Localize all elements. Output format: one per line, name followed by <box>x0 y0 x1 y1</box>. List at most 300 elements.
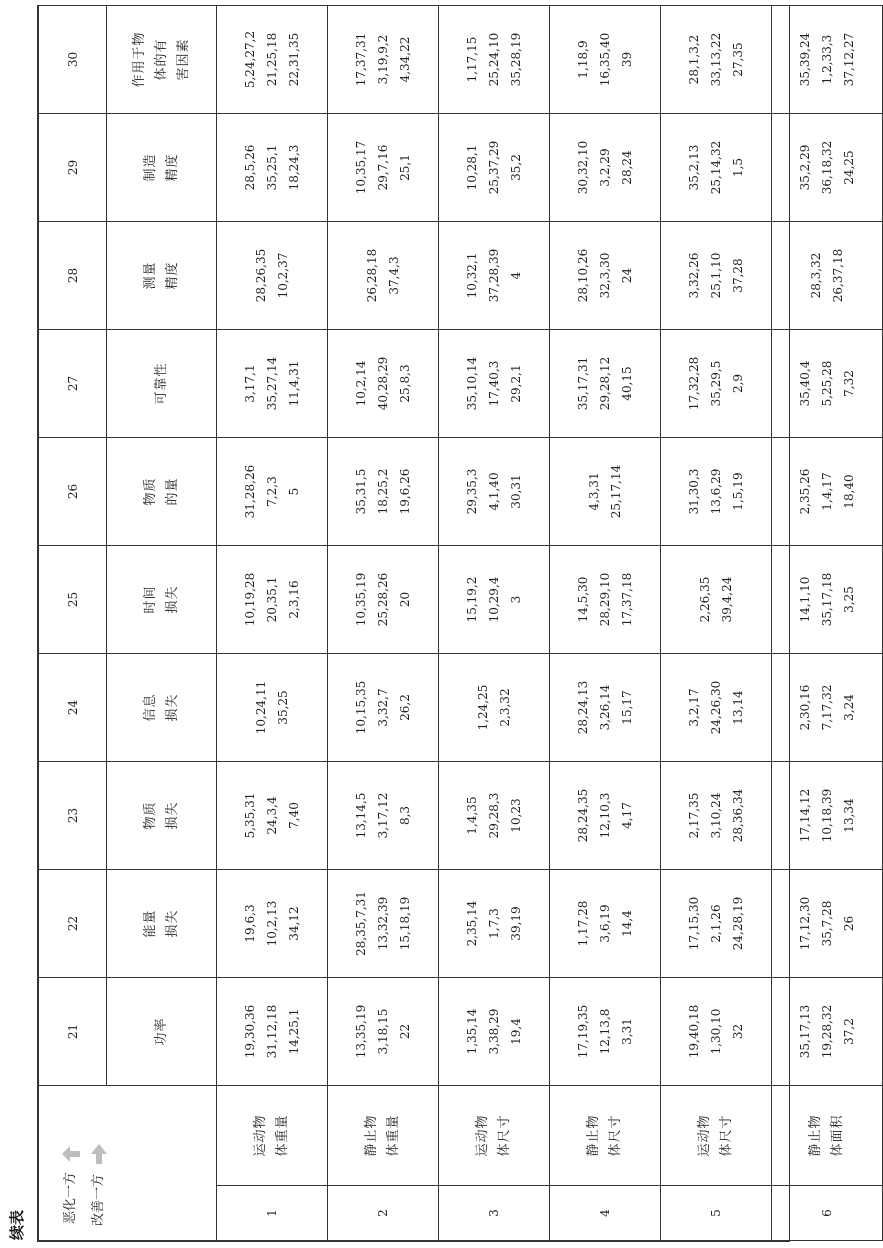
row-name-line: 体重量 <box>275 1114 290 1157</box>
column-number: 26 <box>39 438 107 546</box>
principle-cell <box>328 330 439 438</box>
principle-numbers: 3,32,26 <box>687 252 701 299</box>
principle-numbers: 37,28,39 <box>487 248 501 303</box>
principle-numbers: 3,2,17 <box>687 688 701 727</box>
principle-numbers: 11,4,31 <box>287 360 301 407</box>
principle-numbers: 26,28,18 <box>365 248 379 303</box>
principle-numbers: 13,6,29 <box>709 468 723 515</box>
principle-numbers: 20,35,1 <box>265 576 279 623</box>
principle-numbers: 2,35,26 <box>798 468 812 515</box>
principle-numbers: 10,15,35 <box>354 680 368 735</box>
principle-numbers: 5,24,27,2 <box>243 30 257 89</box>
row-parameter-name <box>772 1086 883 1186</box>
principle-numbers: 29,2,1 <box>509 364 523 403</box>
principle-numbers: 10,2,13 <box>265 900 279 947</box>
principle-numbers: 29,28,3 <box>487 792 501 839</box>
row-parameter-name <box>550 1086 661 1186</box>
principle-cell <box>550 546 661 654</box>
principle-cell <box>772 114 883 222</box>
principle-numbers: 13,14 <box>731 690 745 725</box>
principle-cell <box>217 222 328 330</box>
principle-cell <box>217 978 328 1086</box>
principle-numbers: 24,26,30 <box>709 680 723 735</box>
table-row <box>550 6 661 1241</box>
principle-numbers: 37,28 <box>731 258 745 293</box>
column-parameter-name <box>107 438 217 546</box>
principle-numbers: 5 <box>287 487 301 496</box>
row-parameter-name <box>217 1086 328 1186</box>
row-name-line: 体面积 <box>830 1114 845 1157</box>
principle-numbers: 36,18,32 <box>820 140 834 195</box>
principle-cell <box>550 762 661 870</box>
principle-numbers: 14,25,1 <box>287 1008 301 1055</box>
row-number: 2 <box>328 1186 439 1241</box>
principle-numbers: 28,1,3,2 <box>687 34 701 85</box>
principle-numbers: 1,2,33,3 <box>820 34 834 85</box>
principle-numbers: 13,32,39 <box>376 896 390 951</box>
principle-numbers: 31,12,18 <box>265 1004 279 1059</box>
principle-cell <box>217 546 328 654</box>
row-parameter-name <box>439 1086 550 1186</box>
principle-cell <box>772 762 883 870</box>
principle-numbers: 35,2,29 <box>798 144 812 191</box>
principle-numbers: 14,4 <box>620 910 634 937</box>
principle-numbers: 29,35,3 <box>465 468 479 515</box>
principle-numbers: 2,30,16 <box>798 684 812 731</box>
principle-numbers: 24,25 <box>842 150 856 185</box>
improving-label: 改善一方 <box>91 1173 106 1226</box>
principle-numbers: 25,37,29 <box>487 140 501 195</box>
principle-numbers: 33,13,22 <box>709 32 723 87</box>
principle-numbers: 28,24,35 <box>576 788 590 843</box>
principle-numbers: 10,24,11 <box>254 680 268 735</box>
principle-cell <box>772 978 883 1086</box>
principle-numbers: 17,15,30 <box>687 896 701 951</box>
principle-cell <box>328 546 439 654</box>
principle-cell <box>772 6 883 114</box>
principle-numbers: 10,19,28 <box>243 572 257 627</box>
principle-numbers: 3,26,14 <box>598 684 612 731</box>
principle-numbers: 3,10,24 <box>709 792 723 839</box>
parameter-name-line: 能量 <box>142 909 158 938</box>
principle-numbers: 14,1,10 <box>798 576 812 623</box>
principle-numbers: 7,40 <box>287 802 301 829</box>
principle-numbers: 28,29,10 <box>598 572 612 627</box>
principle-numbers: 2,26,35 <box>698 576 712 623</box>
principle-numbers: 17,12,30 <box>798 896 812 951</box>
principle-numbers: 31,28,26 <box>243 464 257 519</box>
principle-numbers: 26,2 <box>398 694 412 721</box>
parameter-name-line: 损失 <box>164 693 180 722</box>
principle-numbers: 37,2 <box>842 1018 856 1045</box>
principle-numbers: 27,35 <box>731 42 745 77</box>
principle-cell <box>550 438 661 546</box>
principle-numbers: 1,24,25 <box>476 684 490 731</box>
principle-cell <box>217 870 328 978</box>
row-number: 3 <box>439 1186 550 1241</box>
principle-numbers: 1,30,10 <box>709 1008 723 1055</box>
principle-numbers: 25,24,10 <box>487 32 501 87</box>
principle-numbers: 37,12,27 <box>842 32 856 87</box>
principle-numbers: 25,28,26 <box>376 572 390 627</box>
principle-cell <box>217 762 328 870</box>
principle-cell <box>217 114 328 222</box>
principle-cell <box>439 330 550 438</box>
principle-numbers: 10,23 <box>509 798 523 833</box>
row-number: 5 <box>661 1186 772 1241</box>
principle-numbers: 24,3,4 <box>265 796 279 835</box>
column-number: 22 <box>39 870 107 978</box>
principle-cell <box>661 870 772 978</box>
principle-cell <box>328 438 439 546</box>
principle-numbers: 35,7,28 <box>820 900 834 947</box>
parameter-matrix-table <box>37 5 856 1242</box>
principle-numbers: 32,3,30 <box>598 252 612 299</box>
principle-cell <box>217 330 328 438</box>
row-name-line: 静止物 <box>808 1114 823 1157</box>
parameter-name-line: 损失 <box>164 801 180 830</box>
principle-numbers: 21,25,18 <box>265 32 279 87</box>
corner-header <box>39 1086 217 1241</box>
principle-cell <box>439 222 550 330</box>
principle-cell <box>328 6 439 114</box>
principle-numbers: 35,25,1 <box>265 144 279 191</box>
parameter-name-line: 功率 <box>153 1017 169 1046</box>
row-name-line: 体尺寸 <box>719 1114 734 1157</box>
principle-numbers: 10,2,14 <box>354 360 368 407</box>
principle-cell <box>439 438 550 546</box>
header-name-row <box>107 6 217 1241</box>
principle-numbers: 25,1,10 <box>709 252 723 299</box>
column-parameter-name <box>107 870 217 978</box>
principle-numbers: 8,3 <box>398 805 412 826</box>
principle-numbers: 16,35,40 <box>598 32 612 87</box>
principle-numbers: 2,9 <box>731 373 745 394</box>
principle-numbers: 29,28,12 <box>598 356 612 411</box>
principle-numbers: 35,17,18 <box>820 572 834 627</box>
principle-cell <box>550 654 661 762</box>
principle-numbers: 31,30,3 <box>687 468 701 515</box>
column-parameter-name <box>107 6 217 114</box>
principle-cell <box>661 330 772 438</box>
principle-cell <box>217 6 328 114</box>
row-name-line: 运动物 <box>697 1114 712 1157</box>
column-number: 28 <box>39 222 107 330</box>
principle-numbers: 25,1 <box>398 154 412 181</box>
parameter-name-line: 害因素 <box>175 38 191 81</box>
principle-numbers: 3,17,1 <box>243 364 257 403</box>
principle-numbers: 28,24 <box>620 150 634 185</box>
principle-numbers: 3,25 <box>842 586 856 613</box>
principle-cell <box>772 222 883 330</box>
principle-numbers: 13,14,5 <box>354 792 368 839</box>
principle-numbers: 12,13,8 <box>598 1008 612 1055</box>
principle-numbers: 3,18,15 <box>376 1008 390 1055</box>
principle-numbers: 18,25,2 <box>376 468 390 515</box>
principle-numbers: 28,35,7,31 <box>354 891 368 956</box>
principle-numbers: 35,39,24 <box>798 32 812 87</box>
principle-numbers: 19,30,36 <box>243 1004 257 1059</box>
principle-cell <box>661 546 772 654</box>
principle-numbers: 7,17,32 <box>820 684 834 731</box>
principle-numbers: 40,15 <box>620 366 634 401</box>
principle-numbers: 3,2,29 <box>598 148 612 187</box>
column-parameter-name <box>107 978 217 1086</box>
principle-cell <box>661 6 772 114</box>
principle-cell <box>550 330 661 438</box>
arrow-right-icon <box>91 1144 107 1164</box>
principle-numbers: 34,12 <box>287 906 301 941</box>
parameter-name-line: 损失 <box>164 909 180 938</box>
row-number: 4 <box>550 1186 661 1241</box>
column-parameter-name <box>107 654 217 762</box>
principle-numbers: 3,19,9,2 <box>376 34 390 85</box>
principle-cell <box>550 870 661 978</box>
principle-numbers: 3,17,12 <box>376 792 390 839</box>
principle-numbers: 4,1,40 <box>487 472 501 511</box>
principle-numbers: 7,2,3 <box>265 476 279 507</box>
principle-cell <box>328 654 439 762</box>
principle-numbers: 17,40,3 <box>487 360 501 407</box>
principle-numbers: 35,2,13 <box>687 144 701 191</box>
principle-numbers: 26,37,18 <box>831 248 845 303</box>
principle-numbers: 28,5,26 <box>243 144 257 191</box>
principle-numbers: 17,19,35 <box>576 1004 590 1059</box>
principle-numbers: 3,38,29 <box>487 1008 501 1055</box>
principle-cell <box>328 870 439 978</box>
principle-numbers: 1,5 <box>731 157 745 178</box>
principle-numbers: 35,28,19 <box>509 32 523 87</box>
row-number: 1 <box>217 1186 328 1241</box>
column-number: 30 <box>39 6 107 114</box>
parameter-name-line: 信息 <box>142 693 158 722</box>
principle-cell <box>439 6 550 114</box>
principle-numbers: 30,31 <box>509 474 523 509</box>
principle-numbers: 15,17 <box>620 690 634 725</box>
principle-numbers: 13,34 <box>842 798 856 833</box>
principle-numbers: 12,10,3 <box>598 792 612 839</box>
principle-numbers: 15,19,2 <box>465 576 479 623</box>
principle-numbers: 28,3,32 <box>809 252 823 299</box>
principle-cell <box>328 762 439 870</box>
principle-numbers: 2,35,14 <box>465 900 479 947</box>
principle-numbers: 35,10,14 <box>465 356 479 411</box>
row-name-line: 运动物 <box>475 1114 490 1157</box>
principle-numbers: 25,14,32 <box>709 140 723 195</box>
principle-numbers: 2,1,26 <box>709 904 723 943</box>
parameter-name-line: 损失 <box>164 585 180 614</box>
principle-numbers: 17,14,12 <box>798 788 812 843</box>
principle-numbers: 25,8,3 <box>398 364 412 403</box>
principle-numbers: 1,4,17 <box>820 472 834 511</box>
principle-numbers: 19,28,32 <box>820 1004 834 1059</box>
principle-numbers: 5,25,28 <box>820 360 834 407</box>
principle-numbers: 10,35,17 <box>354 140 368 195</box>
principle-numbers: 10,18,39 <box>820 788 834 843</box>
principle-numbers: 35,17,13 <box>798 1004 812 1059</box>
principle-numbers: 19,4 <box>509 1018 523 1045</box>
principle-numbers: 3,6,19 <box>598 904 612 943</box>
principle-cell <box>661 654 772 762</box>
principle-numbers: 35,27,14 <box>265 356 279 411</box>
principle-cell <box>439 546 550 654</box>
principle-numbers: 15,18,19 <box>398 896 412 951</box>
worsening-label: 恶化一方 <box>63 1171 78 1224</box>
principle-cell <box>439 654 550 762</box>
principle-numbers: 18,24,3 <box>287 144 301 191</box>
principle-numbers: 2,3,16 <box>287 580 301 619</box>
principle-numbers: 35,17,31 <box>576 356 590 411</box>
row-name-line: 静止物 <box>586 1114 601 1157</box>
row-name-line: 体重量 <box>386 1114 401 1157</box>
principle-numbers: 28,10,26 <box>576 248 590 303</box>
column-number: 24 <box>39 654 107 762</box>
principle-cell <box>217 438 328 546</box>
principle-numbers: 1,18,9 <box>576 40 590 79</box>
parameter-name-line: 时间 <box>142 585 158 614</box>
principle-cell <box>328 978 439 1086</box>
row-name-line: 运动物 <box>253 1114 268 1157</box>
column-parameter-name <box>107 330 217 438</box>
principle-numbers: 39 <box>620 51 634 68</box>
principle-numbers: 1,4,35 <box>465 796 479 835</box>
principle-numbers: 3,31 <box>620 1018 634 1045</box>
column-number: 23 <box>39 762 107 870</box>
principle-numbers: 39,4,24 <box>720 576 734 623</box>
principle-numbers: 2,17,35 <box>687 792 701 839</box>
principle-cell <box>661 762 772 870</box>
principle-numbers: 7,32 <box>842 370 856 397</box>
parameter-name-line: 物质 <box>142 477 158 506</box>
row-parameter-name <box>328 1086 439 1186</box>
column-parameter-name <box>107 114 217 222</box>
principle-cell <box>772 438 883 546</box>
principle-numbers: 4 <box>509 271 523 280</box>
principle-numbers: 10,2,37 <box>276 252 290 299</box>
corner-worsening <box>57 1144 85 1226</box>
table-row <box>328 6 439 1241</box>
principle-numbers: 14,5,30 <box>576 576 590 623</box>
table-row <box>772 6 883 1241</box>
column-number: 21 <box>39 978 107 1086</box>
arrow-up-icon <box>62 1146 80 1162</box>
principle-cell <box>661 114 772 222</box>
row-name-line: 体尺寸 <box>608 1114 623 1157</box>
principle-cell <box>661 222 772 330</box>
principle-cell <box>439 870 550 978</box>
principle-numbers: 1,17,15 <box>465 36 479 83</box>
principle-cell <box>439 114 550 222</box>
principle-cell <box>772 870 883 978</box>
principle-numbers: 37,4,3 <box>387 256 401 295</box>
header-number-row <box>39 6 107 1241</box>
principle-numbers: 22 <box>398 1023 412 1040</box>
row-number: 6 <box>772 1186 883 1241</box>
principle-cell <box>550 6 661 114</box>
row-parameter-name <box>661 1086 772 1186</box>
principle-numbers: 35,25 <box>276 690 290 725</box>
principle-numbers: 35,29,5 <box>709 360 723 407</box>
column-number: 29 <box>39 114 107 222</box>
principle-cell <box>328 222 439 330</box>
principle-numbers: 25,17,14 <box>609 464 623 519</box>
principle-numbers: 20 <box>398 591 412 608</box>
principle-cell <box>550 222 661 330</box>
parameter-name-line: 体的有 <box>153 38 169 81</box>
principle-cell <box>772 330 883 438</box>
principle-cell <box>550 114 661 222</box>
corner-improving <box>85 1144 113 1226</box>
table-row <box>439 6 550 1241</box>
principle-cell <box>661 438 772 546</box>
row-name-line: 静止物 <box>364 1114 379 1157</box>
principle-numbers: 24 <box>620 267 634 284</box>
principle-numbers: 22,31,35 <box>287 32 301 87</box>
principle-numbers: 28,36,34 <box>731 788 745 843</box>
principle-numbers: 4,34,22 <box>398 36 412 83</box>
column-parameter-name <box>107 762 217 870</box>
principle-numbers: 10,28,1 <box>465 144 479 191</box>
principle-numbers: 35,40,4 <box>798 360 812 407</box>
principle-numbers: 4,3,31 <box>587 472 601 511</box>
principle-numbers: 3,24 <box>842 694 856 721</box>
principle-numbers: 35,2 <box>509 154 523 181</box>
principle-numbers: 19,6,3 <box>243 904 257 943</box>
principle-numbers: 32 <box>731 1023 745 1040</box>
parameter-name-line: 制造 <box>142 153 158 182</box>
principle-numbers: 3 <box>509 595 523 604</box>
principle-numbers: 10,35,19 <box>354 572 368 627</box>
principle-numbers: 30,32,10 <box>576 140 590 195</box>
matrix-grid <box>38 5 883 1241</box>
principle-cell <box>328 114 439 222</box>
principle-cell <box>439 762 550 870</box>
column-parameter-name <box>107 546 217 654</box>
principle-numbers: 13,35,19 <box>354 1004 368 1059</box>
parameter-name-line: 精度 <box>164 153 180 182</box>
principle-numbers: 24,28,19 <box>731 896 745 951</box>
principle-cell <box>772 546 883 654</box>
column-number: 25 <box>39 546 107 654</box>
principle-numbers: 1,35,14 <box>465 1008 479 1055</box>
parameter-name-line: 作用于物 <box>131 31 147 88</box>
principle-numbers: 39,19 <box>509 906 523 941</box>
principle-numbers: 40,28,29 <box>376 356 390 411</box>
principle-numbers: 19,40,18 <box>687 1004 701 1059</box>
principle-cell <box>439 978 550 1086</box>
principle-numbers: 35,31,5 <box>354 468 368 515</box>
principle-numbers: 29,7,16 <box>376 144 390 191</box>
principle-numbers: 3,32,7 <box>376 688 390 727</box>
principle-numbers: 1,17,28 <box>576 900 590 947</box>
principle-numbers: 18,40 <box>842 474 856 509</box>
principle-numbers: 28,26,35 <box>254 248 268 303</box>
principle-numbers: 4,17 <box>620 802 634 829</box>
principle-numbers: 26 <box>842 915 856 932</box>
principle-numbers: 10,29,4 <box>487 576 501 623</box>
principle-cell <box>661 978 772 1086</box>
table-row <box>661 6 772 1241</box>
principle-cell <box>550 978 661 1086</box>
column-number: 27 <box>39 330 107 438</box>
parameter-name-line: 的量 <box>164 477 180 506</box>
principle-numbers: 10,32,1 <box>465 252 479 299</box>
row-name-line: 体尺寸 <box>497 1114 512 1157</box>
parameter-name-line: 可靠性 <box>153 362 169 405</box>
parameter-name-line: 测量 <box>142 261 158 290</box>
principle-numbers: 19,6,26 <box>398 468 412 515</box>
principle-cell <box>217 654 328 762</box>
